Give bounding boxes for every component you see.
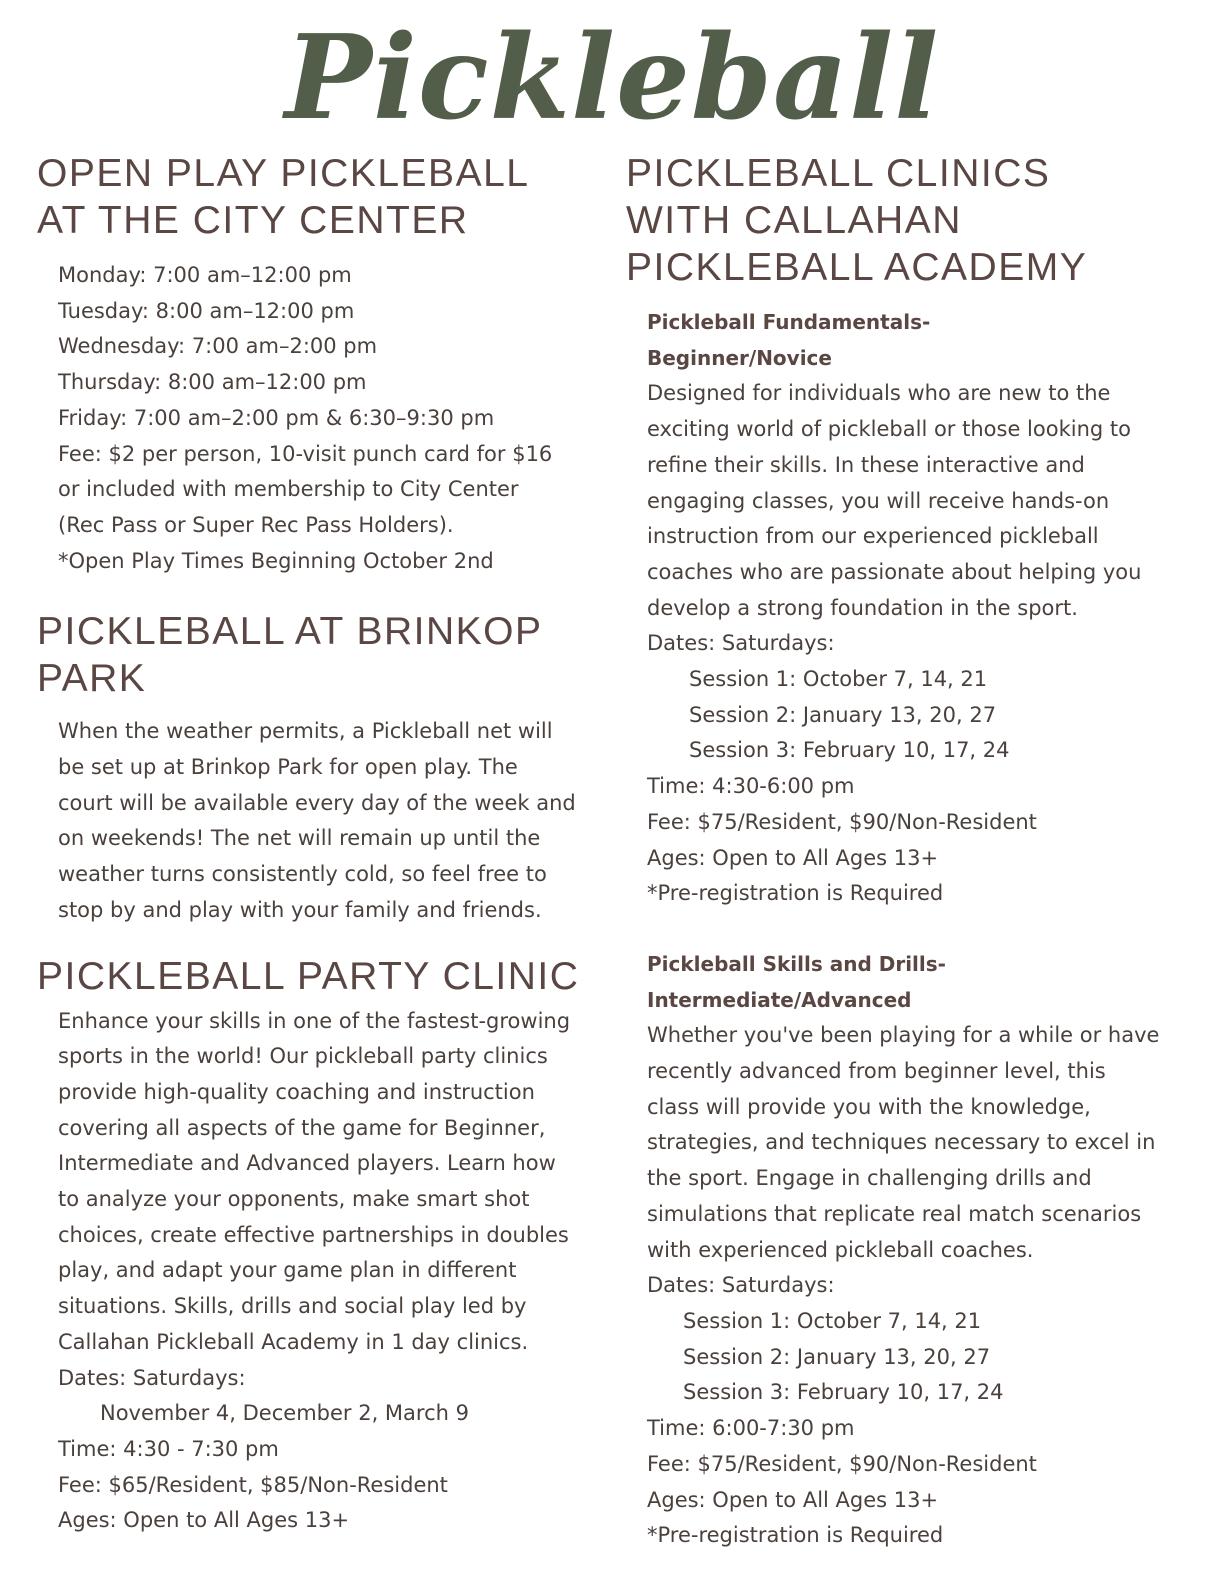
paragraph-line: coaches who are passionate about helping you — [647, 559, 1142, 584]
brinkop-section — [37, 608, 607, 928]
paragraph-line: Intermediate and Advanced players. Learn how — [58, 1151, 556, 1176]
dates-label: Dates: Saturdays: — [647, 631, 835, 656]
section-heading: PICKLEBALL CLINICS — [626, 152, 1051, 195]
paragraph-line: Callahan Pickleball Academy in 1 day clinics. — [58, 1329, 529, 1354]
schedule-line: Wednesday: 7:00 am–2:00 pm — [58, 334, 378, 359]
open-play-section — [37, 150, 607, 579]
page-title: Pickleball — [284, 10, 940, 146]
paragraph-line: Designed for individuals who are new to the — [647, 381, 1111, 406]
paragraph-line: weather turns consistently cold, so feel free to — [58, 862, 547, 887]
session-line: Session 1: October 7, 14, 21 — [683, 1308, 982, 1333]
session-line: Session 2: January 13, 20, 27 — [683, 1344, 991, 1369]
paragraph-line: When the weather permits, a Pickleball net will — [58, 719, 553, 744]
party-clinic-section — [37, 953, 607, 1540]
paragraph-line: class will provide you with the knowledge, — [647, 1094, 1091, 1119]
fee-line: Fee: $65/Resident, $85/Non-Resident — [58, 1472, 448, 1497]
paragraph-line: covering all aspects of the game for Beginner, — [58, 1115, 546, 1140]
section-heading: PICKLEBALL ACADEMY — [626, 246, 1088, 289]
paragraph-line: be set up at Brinkop Park for open play. The — [58, 755, 518, 780]
paragraph-line: Enhance your skills in one of the fastest-growing — [58, 1008, 571, 1033]
paragraph-line: stop by and play with your family and friends. — [58, 897, 542, 922]
skills-section — [647, 947, 1196, 1554]
schedule-line: Monday: 7:00 am–12:00 pm — [58, 263, 352, 287]
dates-line: November 4, December 2, March 9 — [100, 1401, 469, 1426]
paragraph-line: recently advanced from beginner level, this — [647, 1059, 1106, 1084]
note-line: *Pre-registration is Required — [647, 1523, 944, 1548]
paragraph-line: choices, create effective partnerships in doubles — [58, 1222, 569, 1247]
section-heading: PICKLEBALL PARTY CLINIC — [37, 954, 580, 998]
paragraph-line: situations. Skills, drills and social play led by — [58, 1294, 527, 1319]
ages-line: Ages: Open to All Ages 13+ — [58, 1508, 350, 1533]
fundamentals-section — [647, 305, 1196, 912]
section-heading: PICKLEBALL AT BRINKOP — [37, 610, 543, 654]
time-line: Time: 4:30-6:00 pm — [647, 774, 855, 799]
right-column — [626, 150, 1196, 1554]
fee-line: (Rec Pass or Super Rec Pass Holders). — [58, 512, 454, 537]
dates-label: Dates: Saturdays: — [58, 1365, 246, 1390]
paragraph-line: exciting world of pickleball or those looking to — [647, 417, 1131, 442]
section-heading: AT THE CITY CENTER — [37, 199, 469, 242]
paragraph-line: instruction from our experienced pickleball — [647, 524, 1099, 549]
ages-line: Ages: Open to All Ages 13+ — [647, 1487, 939, 1512]
paragraph-line: strategies, and techniques necessary to excel in — [647, 1130, 1156, 1155]
session-line: Session 3: February 10, 17, 24 — [683, 1380, 1004, 1405]
time-line: Time: 4:30 - 7:30 pm — [58, 1436, 279, 1461]
paragraph-line: sports in the world! Our pickleball party clinics — [58, 1044, 548, 1069]
class-subheading: Intermediate/Advanced — [647, 987, 912, 1012]
schedule-line: Tuesday: 8:00 am–12:00 pm — [58, 298, 355, 323]
time-line: Time: 6:00-7:30 pm — [647, 1416, 855, 1441]
paragraph-line: develop a strong foundation in the sport. — [647, 595, 1078, 620]
session-line: Session 2: January 13, 20, 27 — [689, 702, 997, 727]
paragraph-line: on weekends! The net will remain up until the — [58, 826, 541, 851]
paragraph-line: play, and adapt your game plan in different — [58, 1258, 517, 1283]
session-line: Session 3: February 10, 17, 24 — [689, 738, 1010, 763]
fee-line: Fee: $75/Resident, $90/Non-Resident — [647, 809, 1037, 834]
paragraph-line: engaging classes, you will receive hands-on — [647, 488, 1110, 513]
paragraph-line: to analyze your opponents, make smart shot — [58, 1187, 530, 1212]
fee-line: Fee: $75/Resident, $90/Non-Resident — [647, 1451, 1037, 1476]
class-subheading: Pickleball Skills and Drills- — [647, 951, 946, 976]
section-heading: PARK — [37, 657, 147, 701]
left-column — [37, 150, 607, 1539]
section-heading: WITH CALLAHAN — [626, 199, 962, 242]
class-subheading: Beginner/Novice — [647, 345, 832, 370]
schedule-line: Friday: 7:00 am–2:00 pm & 6:30–9:30 pm — [58, 405, 495, 430]
fee-line: Fee: $2 per person, 10-visit punch card for $16 — [58, 441, 553, 466]
paragraph-line: refine their skills. In these interactive and — [647, 452, 1085, 477]
dates-label: Dates: Saturdays: — [647, 1273, 835, 1298]
paragraph-line: simulations that replicate real match scenarios — [647, 1201, 1142, 1226]
paragraph-line: with experienced pickleball coaches. — [647, 1237, 1034, 1262]
paragraph-line: Whether you've been playing for a while or have — [647, 1023, 1160, 1048]
paragraph-line: the sport. Engage in challenging drills and — [647, 1166, 1092, 1191]
section-heading: OPEN PLAY PICKLEBALL — [37, 152, 530, 195]
schedule-line: Thursday: 8:00 am–12:00 pm — [58, 370, 367, 395]
class-subheading: Pickleball Fundamentals- — [647, 310, 931, 334]
paragraph-line: court will be available every day of the week and — [58, 790, 576, 815]
note-line: *Open Play Times Beginning October 2nd — [58, 548, 494, 573]
note-line: *Pre-registration is Required — [647, 881, 944, 906]
session-line: Session 1: October 7, 14, 21 — [689, 667, 988, 692]
fee-line: or included with membership to City Center — [58, 477, 519, 502]
paragraph-line: provide high-quality coaching and instruction — [58, 1079, 535, 1104]
ages-line: Ages: Open to All Ages 13+ — [647, 845, 939, 870]
